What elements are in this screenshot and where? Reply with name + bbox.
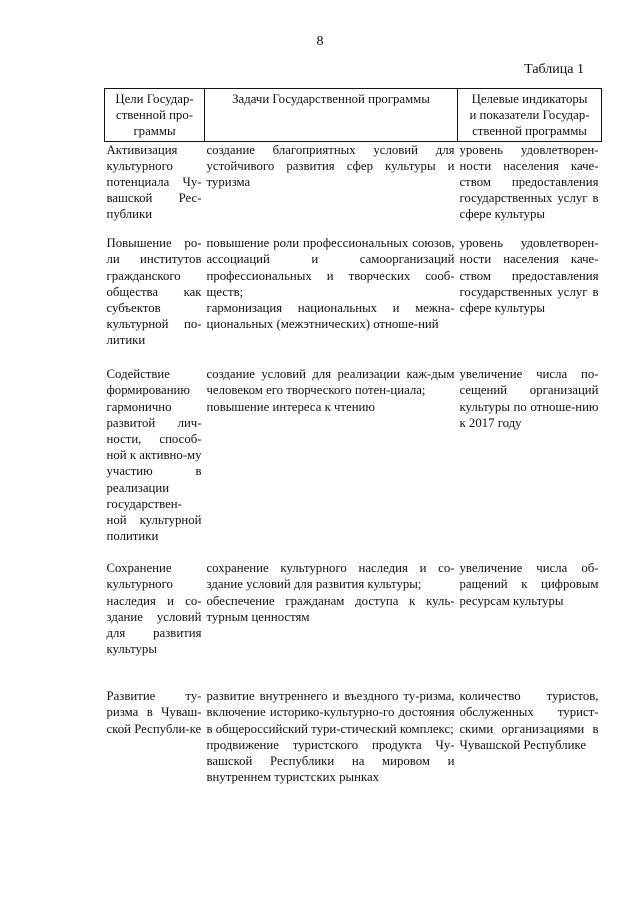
tasks-cell: развитие внутреннего и въездного ту-ризма, включение историко-культурно-го достояния в общероссийский тури-стический комплекс; продвижение туристского продукта Чу-вашской Республики на мировом и внутреннем туристских рынках — [206, 689, 455, 785]
page-number: 8 — [316, 34, 324, 49]
tasks-cell: повышение роли профессиональных союзов, ассоциаций и самоорганизаций профессиональных и творческих сооб-ществ; гармонизация национальных и межна-циональных (межэтнических) отноше-ний — [206, 236, 455, 332]
table-row — [105, 688, 602, 808]
indicators-cell: уровень удовлетворен-ности населения каче-ством предоставления государственных услуг в сфере культуры — [459, 142, 599, 222]
tasks-cell: создание условий для реализации каж-дым человеком его творческого потен-циала; повышение интереса к чтению — [206, 367, 455, 414]
indicators-cell: количество туристов, обслуженных турист-скими организациями в Чувашской Республике — [459, 689, 599, 752]
table-caption: Таблица 1 — [524, 62, 584, 77]
program-goals-table — [104, 88, 602, 808]
header-goals: Цели Государ- ственной про- граммы — [105, 89, 205, 142]
table-row — [105, 366, 602, 560]
indicators-cell: уровень удовлетворен-ности населения каче-ством предоставления государственных услуг в сфере культуры — [459, 236, 599, 315]
table-row — [105, 141, 602, 235]
tasks-cell: сохранение культурного наследия и со-здание условий для развития культуры; обеспечение гражданам доступа к куль-турным ценностям — [206, 561, 455, 624]
tasks-cell: создание благоприятных условий для устойчивого развития сфер культуры и туризма — [206, 142, 455, 190]
header-indicators: Целевые индикаторы и показатели Государ- ственной программы — [458, 89, 602, 142]
indicators-cell: увеличение числа по-сещений организаций культуры по отноше-нию к 2017 году — [459, 367, 599, 430]
goal-cell: Развитие ту-ризма в Чуваш-ской Республи-ке — [106, 689, 202, 736]
table-row — [105, 560, 602, 688]
goal-cell: Повышение ро-ли институтов гражданского общества как субъектов культурной по-литики — [106, 236, 202, 348]
table-header-row — [105, 89, 602, 142]
goal-cell: Содействие формированию гармонично развитой лич-ности, способ-ной к активно-му участию в реализации государствен-ной культурной политики — [106, 367, 202, 544]
table-row — [105, 235, 602, 366]
goal-cell: Сохранение культурного наследия и со-здание условий для развития культуры — [106, 561, 202, 657]
goal-cell: Активизация культурного потенциала Чу-вашской Рес-публики — [106, 142, 202, 222]
indicators-cell: увеличение числа об-ращений к цифровым ресурсам культуры — [459, 561, 599, 608]
header-tasks: Задачи Государственной программы — [205, 89, 458, 142]
